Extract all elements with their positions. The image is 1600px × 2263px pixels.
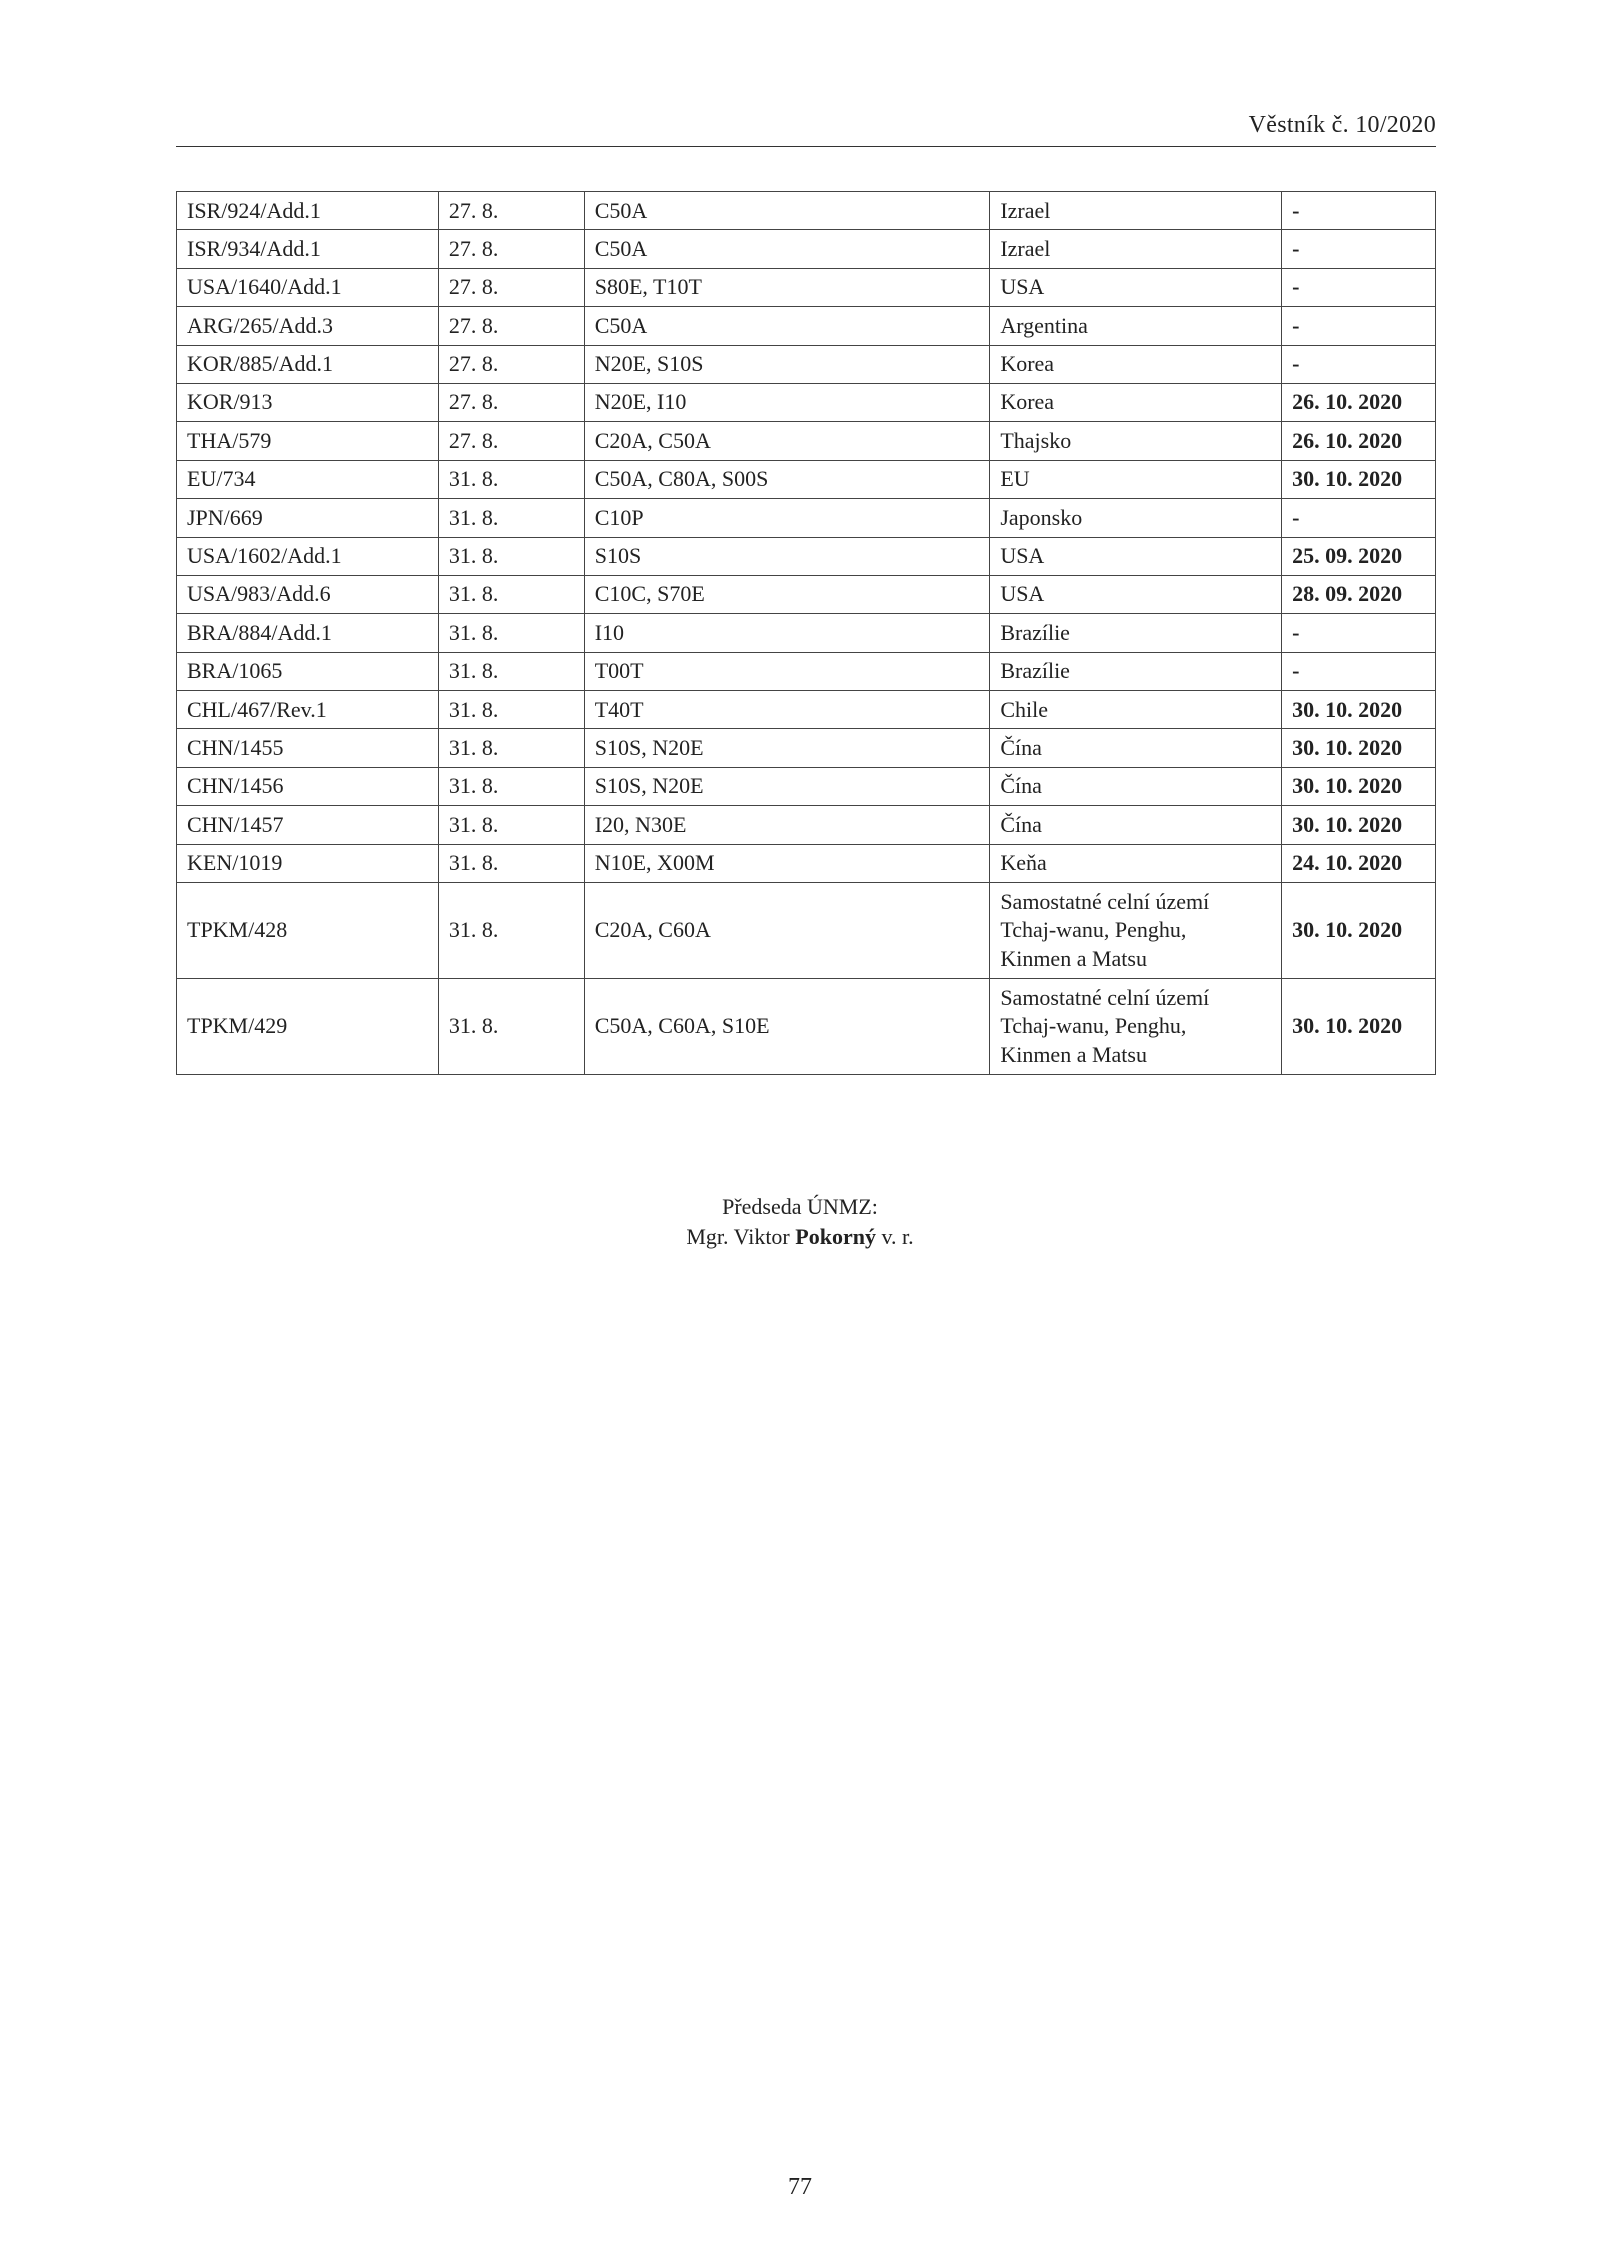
comment-deadline-cell: 30. 10. 2020 <box>1282 806 1436 844</box>
country-cell: Čína <box>990 806 1282 844</box>
notification-date-cell: 27. 8. <box>438 268 584 306</box>
notification-date-cell: 27. 8. <box>438 383 584 421</box>
product-codes-cell: C20A, C60A <box>584 883 990 979</box>
comment-deadline-cell: - <box>1282 230 1436 268</box>
country-cell: Argentina <box>990 307 1282 345</box>
notification-symbol-cell: CHN/1455 <box>177 729 439 767</box>
table-row <box>177 499 1436 537</box>
notification-date-cell: 31. 8. <box>438 883 584 979</box>
comment-deadline-cell: 30. 10. 2020 <box>1282 729 1436 767</box>
country-cell: Brazílie <box>990 614 1282 652</box>
product-codes-cell: S10S <box>584 537 990 575</box>
country-cell: USA <box>990 575 1282 613</box>
notification-date-cell: 27. 8. <box>438 192 584 230</box>
table-row <box>177 575 1436 613</box>
country-cell: USA <box>990 268 1282 306</box>
table-row <box>177 614 1436 652</box>
product-codes-cell: C50A <box>584 192 990 230</box>
notification-symbol-cell: THA/579 <box>177 422 439 460</box>
signature-block <box>0 1192 1600 1252</box>
product-codes-cell: C50A, C80A, S00S <box>584 460 990 498</box>
product-codes-cell: I20, N30E <box>584 806 990 844</box>
comment-deadline-cell: 26. 10. 2020 <box>1282 422 1436 460</box>
product-codes-cell: C10P <box>584 499 990 537</box>
comment-deadline-cell: 26. 10. 2020 <box>1282 383 1436 421</box>
notification-symbol-cell: TPKM/428 <box>177 883 439 979</box>
notification-symbol-cell: KOR/885/Add.1 <box>177 345 439 383</box>
country-cell: Chile <box>990 691 1282 729</box>
signature-surname: Pokorný <box>795 1224 876 1249</box>
table-row <box>177 691 1436 729</box>
country-cell: Izrael <box>990 192 1282 230</box>
notification-date-cell: 31. 8. <box>438 537 584 575</box>
comment-deadline-cell: - <box>1282 652 1436 690</box>
product-codes-cell: N20E, I10 <box>584 383 990 421</box>
signature-role: Předseda ÚNMZ: <box>722 1194 878 1219</box>
product-codes-cell: S80E, T10T <box>584 268 990 306</box>
notification-date-cell: 27. 8. <box>438 230 584 268</box>
notification-symbol-cell: CHN/1457 <box>177 806 439 844</box>
product-codes-cell: N10E, X00M <box>584 844 990 882</box>
country-line: Tchaj-wanu, Penghu, <box>1000 917 1187 943</box>
table-row <box>177 979 1436 1075</box>
country-cell: Čína <box>990 767 1282 805</box>
table-row <box>177 806 1436 844</box>
comment-deadline-cell: 28. 09. 2020 <box>1282 575 1436 613</box>
country-cell <box>990 883 1282 979</box>
country-cell: Izrael <box>990 230 1282 268</box>
notification-date-cell: 31. 8. <box>438 979 584 1075</box>
product-codes-cell: I10 <box>584 614 990 652</box>
product-codes-cell: T40T <box>584 691 990 729</box>
table-row <box>177 883 1436 979</box>
comment-deadline-cell: 30. 10. 2020 <box>1282 691 1436 729</box>
notification-date-cell: 31. 8. <box>438 767 584 805</box>
notification-date-cell: 31. 8. <box>438 844 584 882</box>
notification-symbol-cell: USA/983/Add.6 <box>177 575 439 613</box>
comment-deadline-cell: 30. 10. 2020 <box>1282 883 1436 979</box>
product-codes-cell: C50A <box>584 307 990 345</box>
comment-deadline-cell: - <box>1282 614 1436 652</box>
comment-deadline-cell: - <box>1282 499 1436 537</box>
country-line: Tchaj-wanu, Penghu, <box>1000 1013 1187 1039</box>
comment-deadline-cell: - <box>1282 192 1436 230</box>
table-row <box>177 460 1436 498</box>
notification-date-cell: 27. 8. <box>438 345 584 383</box>
table-row <box>177 383 1436 421</box>
notification-date-cell: 31. 8. <box>438 691 584 729</box>
country-cell: Brazílie <box>990 652 1282 690</box>
table-row <box>177 422 1436 460</box>
page-number: 77 <box>788 2174 812 2200</box>
table-row <box>177 729 1436 767</box>
signature-name <box>0 1222 1600 1252</box>
notification-date-cell: 31. 8. <box>438 499 584 537</box>
notification-date-cell: 27. 8. <box>438 422 584 460</box>
notification-symbol-cell: ISR/934/Add.1 <box>177 230 439 268</box>
comment-deadline-cell: 24. 10. 2020 <box>1282 844 1436 882</box>
running-head: Věstník č. 10/2020 <box>1248 112 1436 138</box>
table-row <box>177 345 1436 383</box>
notification-table <box>176 191 1436 1075</box>
notification-date-cell: 31. 8. <box>438 575 584 613</box>
product-codes-cell: T00T <box>584 652 990 690</box>
product-codes-cell: C20A, C50A <box>584 422 990 460</box>
signature-suffix: v. r. <box>881 1224 914 1249</box>
notification-symbol-cell: CHN/1456 <box>177 767 439 805</box>
notification-symbol-cell: CHL/467/Rev.1 <box>177 691 439 729</box>
notification-symbol-cell: BRA/1065 <box>177 652 439 690</box>
product-codes-cell: C50A <box>584 230 990 268</box>
comment-deadline-cell: - <box>1282 268 1436 306</box>
comment-deadline-cell: - <box>1282 345 1436 383</box>
header-divider <box>176 146 1436 147</box>
notification-symbol-cell: ISR/924/Add.1 <box>177 192 439 230</box>
product-codes-cell: S10S, N20E <box>584 767 990 805</box>
comment-deadline-cell: 30. 10. 2020 <box>1282 767 1436 805</box>
table-row <box>177 268 1436 306</box>
comment-deadline-cell: 30. 10. 2020 <box>1282 460 1436 498</box>
notification-symbol-cell: BRA/884/Add.1 <box>177 614 439 652</box>
notification-date-cell: 31. 8. <box>438 652 584 690</box>
notification-symbol-cell: TPKM/429 <box>177 979 439 1075</box>
table-row <box>177 844 1436 882</box>
notification-date-cell: 31. 8. <box>438 729 584 767</box>
product-codes-cell: S10S, N20E <box>584 729 990 767</box>
notification-symbol-cell: USA/1640/Add.1 <box>177 268 439 306</box>
country-cell: EU <box>990 460 1282 498</box>
country-cell <box>990 979 1282 1075</box>
notification-table-body <box>177 192 1436 1075</box>
country-line: Kinmen a Matsu <box>1000 1041 1147 1067</box>
comment-deadline-cell: 30. 10. 2020 <box>1282 979 1436 1075</box>
signature-name-prefix: Mgr. Viktor <box>686 1224 790 1249</box>
table-row <box>177 307 1436 345</box>
country-line: Samostatné celní území <box>1000 984 1210 1010</box>
table-row <box>177 537 1436 575</box>
country-cell: Keňa <box>990 844 1282 882</box>
notification-date-cell: 31. 8. <box>438 460 584 498</box>
country-cell: Korea <box>990 383 1282 421</box>
table-row <box>177 192 1436 230</box>
notification-symbol-cell: ARG/265/Add.3 <box>177 307 439 345</box>
country-line: Kinmen a Matsu <box>1000 945 1147 971</box>
country-line: Samostatné celní území <box>1000 888 1210 914</box>
notification-date-cell: 31. 8. <box>438 806 584 844</box>
table-row <box>177 767 1436 805</box>
country-cell: Korea <box>990 345 1282 383</box>
product-codes-cell: C10C, S70E <box>584 575 990 613</box>
notification-date-cell: 31. 8. <box>438 614 584 652</box>
notification-symbol-cell: KEN/1019 <box>177 844 439 882</box>
notification-symbol-cell: USA/1602/Add.1 <box>177 537 439 575</box>
comment-deadline-cell: - <box>1282 307 1436 345</box>
country-cell: USA <box>990 537 1282 575</box>
comment-deadline-cell: 25. 09. 2020 <box>1282 537 1436 575</box>
notification-symbol-cell: JPN/669 <box>177 499 439 537</box>
product-codes-cell: C50A, C60A, S10E <box>584 979 990 1075</box>
country-cell: Japonsko <box>990 499 1282 537</box>
country-cell: Čína <box>990 729 1282 767</box>
table-row <box>177 652 1436 690</box>
notification-date-cell: 27. 8. <box>438 307 584 345</box>
product-codes-cell: N20E, S10S <box>584 345 990 383</box>
country-cell: Thajsko <box>990 422 1282 460</box>
notification-symbol-cell: EU/734 <box>177 460 439 498</box>
table-row <box>177 230 1436 268</box>
notification-symbol-cell: KOR/913 <box>177 383 439 421</box>
